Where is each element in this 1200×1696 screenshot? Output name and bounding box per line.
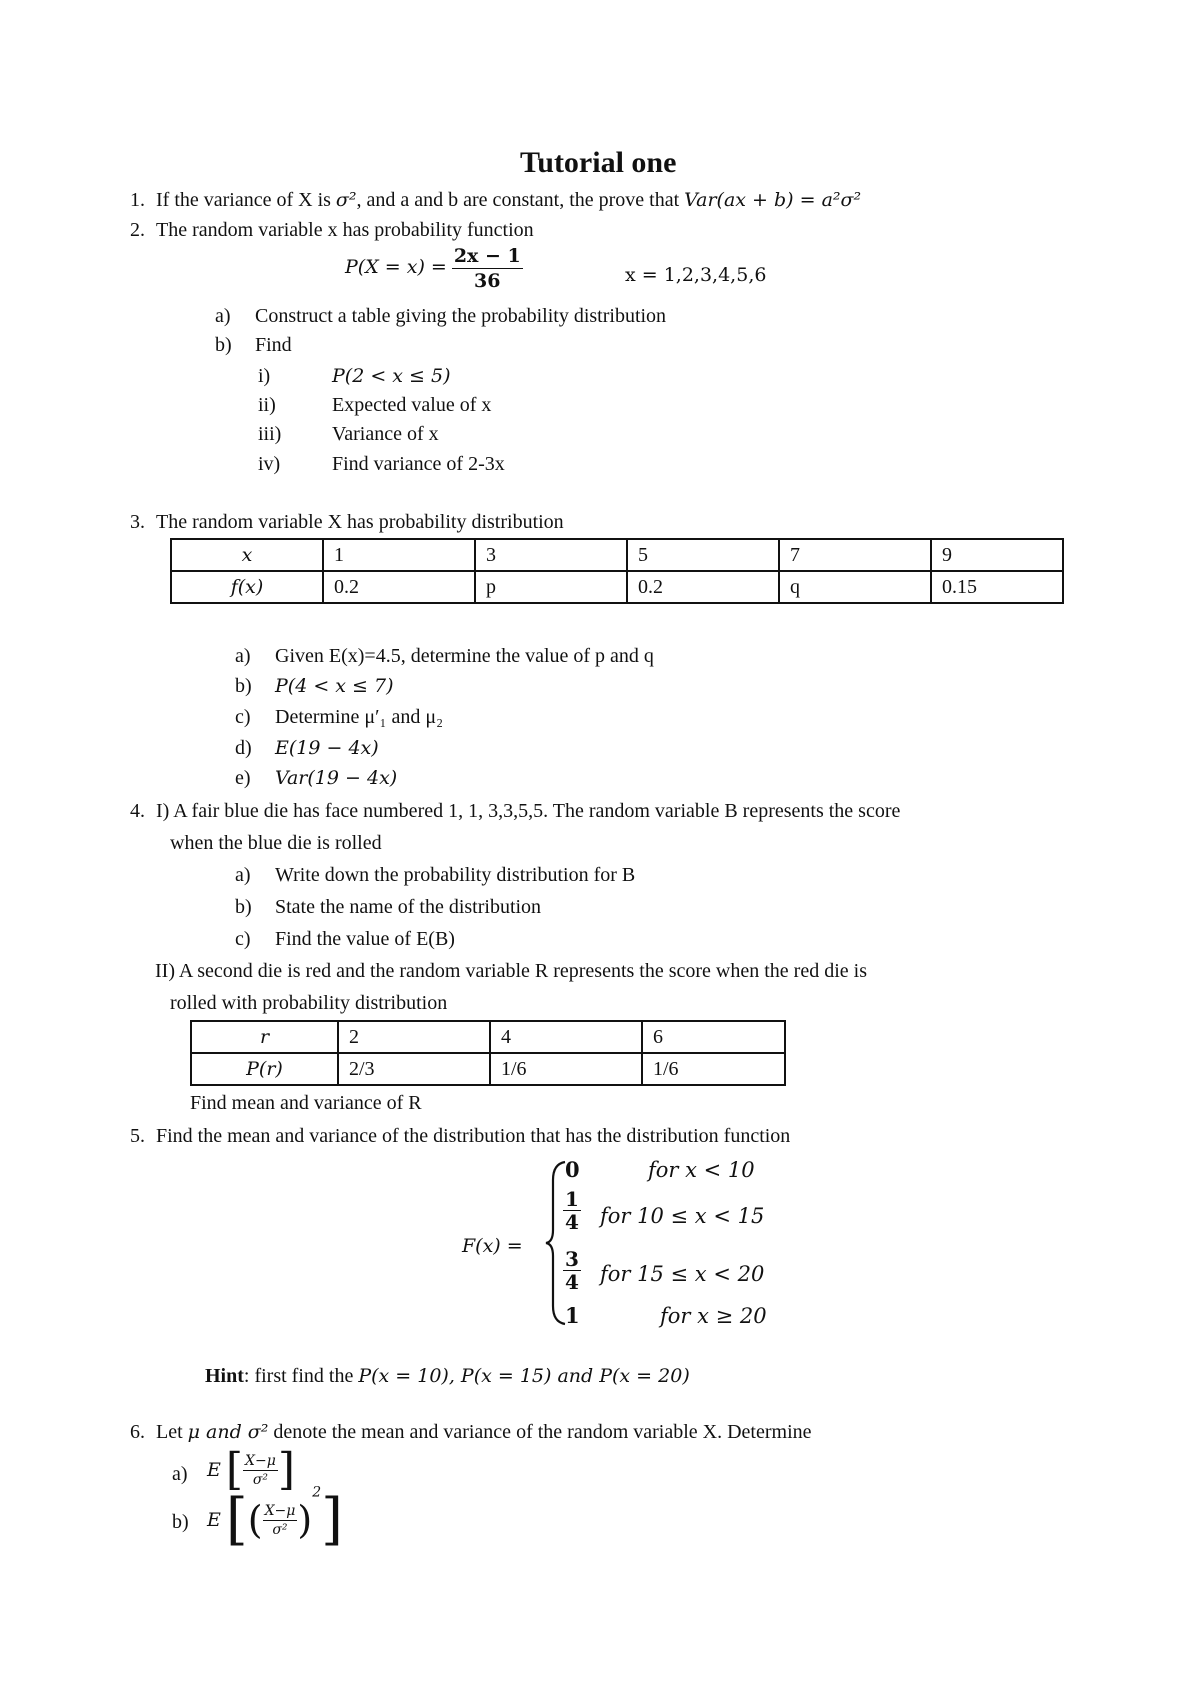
question-2 bbox=[130, 218, 534, 242]
case-fraction: 1 4 bbox=[565, 1187, 579, 1234]
expectation-expr: E [( $\frac{X-\mu}{\text{σ²}}$ )$^2$] bbox=[207, 1484, 343, 1552]
question-number: 5. bbox=[130, 1125, 145, 1147]
probability-function bbox=[345, 244, 523, 293]
sub-item-text: Find variance of 2-3x bbox=[332, 453, 505, 475]
list-item-text: Find bbox=[255, 334, 292, 356]
question-text: II) A second die is red and the random variable R represents the score when the red die is bbox=[155, 960, 867, 982]
table-row bbox=[191, 1021, 785, 1053]
list-item-label: a) bbox=[172, 1463, 188, 1485]
question-text: I) A fair blue die has face numbered 1, 1, 3,3,5,5. The random variable B represents the score bbox=[156, 800, 901, 822]
table-cell: 0.2 bbox=[323, 571, 475, 603]
case-value: 0 bbox=[565, 1157, 580, 1182]
expectation-expr: E [ $\frac{X-\mu}{\text{σ²}}$ ] bbox=[207, 1444, 296, 1495]
list-item-label: c) bbox=[235, 706, 251, 728]
list-item-label: c) bbox=[235, 928, 251, 950]
table-cell: 6 bbox=[642, 1021, 785, 1053]
list-item-text: Var(19 − 4x) bbox=[275, 767, 398, 789]
question-text: denote the mean and variance of the random variable X. Determine bbox=[268, 1421, 812, 1443]
math-expr: Var(ax + b) = a²σ² bbox=[684, 189, 862, 211]
question-3 bbox=[130, 510, 564, 534]
distribution-table-r bbox=[190, 1020, 786, 1086]
table-cell: 3 bbox=[475, 539, 627, 571]
table-cell: x bbox=[171, 539, 323, 571]
sub-item-label: ii) bbox=[258, 394, 276, 416]
question-1 bbox=[130, 188, 861, 212]
table-cell: 9 bbox=[931, 539, 1063, 571]
list-item-label: a) bbox=[235, 645, 251, 667]
sub-item-text: Variance of x bbox=[332, 423, 439, 445]
table-row bbox=[171, 571, 1063, 603]
list-item-text: Write down the probability distribution for B bbox=[275, 864, 636, 886]
question-text: Find the mean and variance of the distribution that has the distribution function bbox=[156, 1125, 791, 1147]
question-text: The random variable X has probability distribution bbox=[156, 511, 564, 533]
table-row bbox=[191, 1053, 785, 1085]
hint-label: Hint bbox=[205, 1365, 244, 1387]
hint: Hint: first find the P(x = 10), P(x = 15) and P(x = 20) bbox=[205, 1365, 690, 1387]
table-cell: 1/6 bbox=[490, 1053, 642, 1085]
question-text: when the blue die is rolled bbox=[170, 832, 382, 854]
list-item-label: b) bbox=[235, 675, 252, 697]
list-item-text: P(4 < x ≤ 7) bbox=[275, 675, 394, 697]
list-item: a) bbox=[215, 305, 231, 327]
table-cell: 5 bbox=[627, 539, 779, 571]
question-number: 1. bbox=[130, 189, 145, 211]
table-cell: 4 bbox=[490, 1021, 642, 1053]
list-item-label: b) bbox=[235, 896, 252, 918]
question-number: 2. bbox=[130, 219, 145, 241]
list-item-text: State the name of the distribution bbox=[275, 896, 542, 918]
math-expr: P(X = x) = bbox=[345, 256, 447, 279]
table-cell: f(x) bbox=[171, 571, 323, 603]
question-5 bbox=[130, 1124, 790, 1148]
domain-expr: x = 1,2,3,4,5,6 bbox=[625, 264, 767, 286]
table-cell: 1 bbox=[323, 539, 475, 571]
math-expr: P(x = 10), P(x = 15) and P(x = 20) bbox=[358, 1365, 690, 1387]
distribution-table bbox=[170, 538, 1064, 604]
sub-item-text: Expected value of x bbox=[332, 394, 492, 416]
list-item-text: Construct a table giving the probability distribution bbox=[255, 305, 667, 327]
list-item-text: E(19 − 4x) bbox=[275, 737, 379, 759]
table-cell: 0.15 bbox=[931, 571, 1063, 603]
question-4 bbox=[130, 799, 900, 823]
table-cell: 0.2 bbox=[627, 571, 779, 603]
table-cell: 2 bbox=[338, 1021, 490, 1053]
table-cell: 7 bbox=[779, 539, 931, 571]
question-number: 4. bbox=[130, 800, 145, 822]
question-text: Find mean and variance of R bbox=[190, 1092, 422, 1114]
math-expr: σ² bbox=[335, 189, 357, 211]
question-text: The random variable x has probability function bbox=[156, 219, 534, 241]
case-condition: for 15 ≤ x < 20 bbox=[600, 1262, 765, 1286]
question-number: 6. bbox=[130, 1421, 145, 1443]
case-condition: for 10 ≤ x < 15 bbox=[600, 1204, 765, 1228]
case-condition: for x < 10 bbox=[648, 1158, 755, 1182]
question-text: rolled with probability distribution bbox=[170, 992, 448, 1014]
sub-item-label: iv) bbox=[258, 453, 281, 475]
list-item-label: a) bbox=[235, 864, 251, 886]
list-item-label: d) bbox=[235, 737, 252, 759]
case-value: 1 bbox=[565, 1303, 580, 1328]
list-item: b) bbox=[215, 334, 232, 356]
case-condition: for x ≥ 20 bbox=[660, 1304, 767, 1328]
sub-item-label: iii) bbox=[258, 423, 282, 445]
table-cell: 2/3 bbox=[338, 1053, 490, 1085]
list-item-text: Determine μ′₁ and μ₂ bbox=[275, 706, 444, 728]
math-expr: μ and σ² bbox=[187, 1421, 269, 1443]
sub-item-text: P(2 < x ≤ 5) bbox=[332, 365, 451, 387]
question-text: If the variance of X is bbox=[156, 189, 336, 211]
math-expr: F(x) = bbox=[462, 1235, 523, 1257]
list-item-text: Given E(x)=4.5, determine the value of p and q bbox=[275, 645, 654, 667]
list-item-label: e) bbox=[235, 767, 251, 789]
page-title: Tutorial one bbox=[520, 146, 677, 179]
table-cell: p bbox=[475, 571, 627, 603]
table-cell: q bbox=[779, 571, 931, 603]
table-cell: 1/6 bbox=[642, 1053, 785, 1085]
question-6: 6. Let μ and σ² denote the mean and variance of the random variable X. Determine bbox=[130, 1421, 812, 1443]
question-text: , and a and b are constant, the prove that bbox=[356, 189, 685, 211]
table-cell: P(r) bbox=[191, 1053, 338, 1085]
sub-item-label: i) bbox=[258, 365, 271, 387]
case-fraction: 3 4 bbox=[565, 1247, 579, 1294]
question-number: 3. bbox=[130, 511, 145, 533]
list-item-text: Find the value of E(B) bbox=[275, 928, 455, 950]
table-cell: r bbox=[191, 1021, 338, 1053]
fraction: $\frac{2x - 1}{36}$ bbox=[453, 245, 521, 292]
table-row bbox=[171, 539, 1063, 571]
list-item-label: b) bbox=[172, 1511, 189, 1533]
